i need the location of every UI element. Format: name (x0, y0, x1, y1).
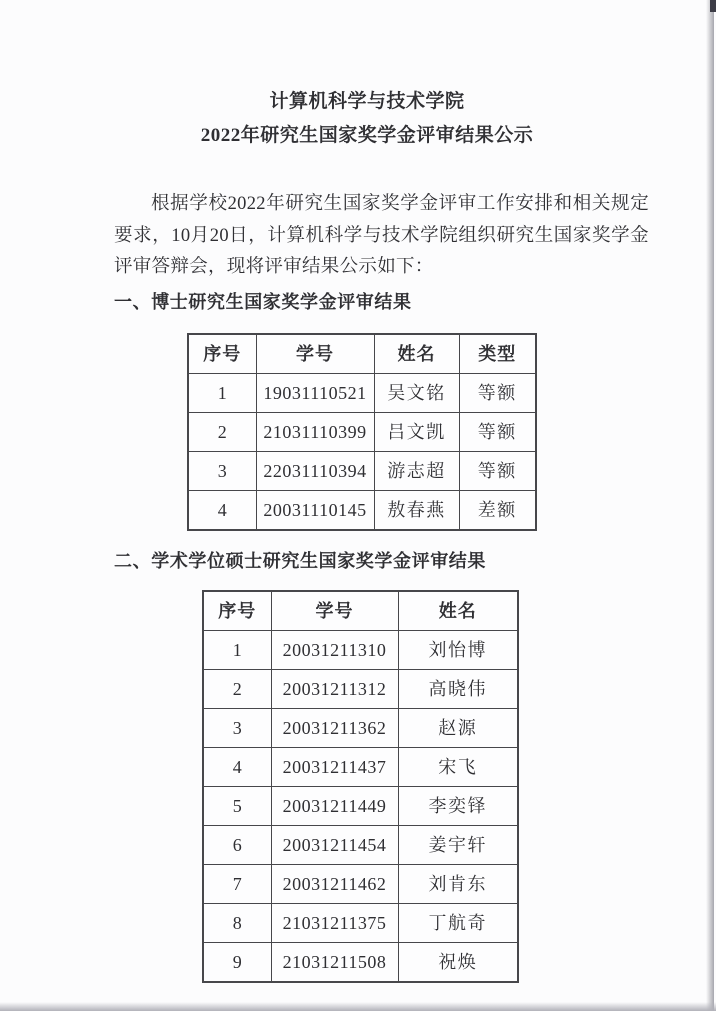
table-row (203, 709, 518, 748)
cell-name: 丁航奇 (398, 904, 518, 943)
section-2-heading: 二、学术学位硕士研究生国家奖学金评审结果 (114, 551, 486, 571)
cell-index: 8 (203, 904, 271, 943)
cell-name: 吕文凯 (374, 413, 459, 452)
cell-student-id: 21031110399 (256, 413, 374, 452)
cell-index: 2 (203, 670, 271, 709)
cell-name: 敖春燕 (374, 491, 459, 531)
cell-index: 3 (203, 709, 271, 748)
table-row (188, 374, 536, 413)
cell-student-id: 20031211312 (271, 670, 398, 709)
cell-name: 祝焕 (398, 943, 518, 983)
document-title-line1: 计算机科学与技术学院 (269, 91, 465, 112)
cell-index: 1 (203, 631, 271, 670)
cell-student-id: 21031211375 (271, 904, 398, 943)
column-header-index: 序号 (203, 591, 271, 631)
cell-student-id: 21031211508 (271, 943, 398, 983)
column-header-student-id: 学号 (271, 591, 398, 631)
table-row (203, 826, 518, 865)
cell-name: 赵源 (398, 709, 518, 748)
scan-shadow-bottom (0, 1002, 716, 1011)
table-row (203, 670, 518, 709)
table-row (188, 413, 536, 452)
cell-name: 刘肯东 (398, 865, 518, 904)
cell-name: 游志超 (374, 452, 459, 491)
cell-name: 高晓伟 (398, 670, 518, 709)
table-row (203, 787, 518, 826)
table-header-row (188, 334, 536, 374)
cell-student-id: 20031110145 (256, 491, 374, 531)
column-header-index: 序号 (188, 334, 256, 374)
cell-student-id: 20031211462 (271, 865, 398, 904)
cell-index: 4 (188, 491, 256, 531)
column-header-student-id: 学号 (256, 334, 374, 374)
table-row (203, 865, 518, 904)
cell-index: 6 (203, 826, 271, 865)
cell-name: 吴文铭 (374, 374, 459, 413)
section-1-heading: 一、博士研究生国家奖学金评审结果 (114, 292, 412, 312)
cell-student-id: 20031211454 (271, 826, 398, 865)
cell-name: 李奕铎 (398, 787, 518, 826)
column-header-name: 姓名 (374, 334, 459, 374)
cell-student-id: 19031110521 (256, 374, 374, 413)
masters-results-table (202, 590, 519, 983)
cell-student-id: 20031211310 (271, 631, 398, 670)
column-header-type: 类型 (459, 334, 536, 374)
table-row (188, 491, 536, 531)
cell-name: 宋飞 (398, 748, 518, 787)
scan-corner-mark (710, 0, 716, 12)
table-row (203, 904, 518, 943)
document-title-line2: 2022年研究生国家奖学金评审结果公示 (200, 125, 534, 146)
cell-index: 1 (188, 374, 256, 413)
table-row (188, 452, 536, 491)
cell-index: 3 (188, 452, 256, 491)
table-row (203, 748, 518, 787)
cell-student-id: 22031110394 (256, 452, 374, 491)
column-header-name: 姓名 (398, 591, 518, 631)
cell-index: 7 (203, 865, 271, 904)
cell-student-id: 20031211362 (271, 709, 398, 748)
phd-results-table (187, 333, 537, 531)
cell-type: 等额 (459, 413, 536, 452)
table-row (203, 631, 518, 670)
intro-paragraph: 根据学校2022年研究生国家奖学金评审工作安排和相关规定要求，10月20日，计算机科学与技术学院组织研究生国家奖学金评审答辩会，现将评审结果公示如下： (114, 194, 649, 277)
cell-student-id: 20031211437 (271, 748, 398, 787)
scan-shadow-right (706, 0, 714, 1011)
table-header-row (203, 591, 518, 631)
cell-index: 5 (203, 787, 271, 826)
cell-type: 差额 (459, 491, 536, 531)
document-title-block (9, 85, 716, 153)
table-row (203, 943, 518, 983)
cell-student-id: 20031211449 (271, 787, 398, 826)
cell-type: 等额 (459, 452, 536, 491)
cell-index: 2 (188, 413, 256, 452)
cell-index: 9 (203, 943, 271, 983)
cell-index: 4 (203, 748, 271, 787)
cell-name: 姜宇轩 (398, 826, 518, 865)
cell-name: 刘怡博 (398, 631, 518, 670)
cell-type: 等额 (459, 374, 536, 413)
